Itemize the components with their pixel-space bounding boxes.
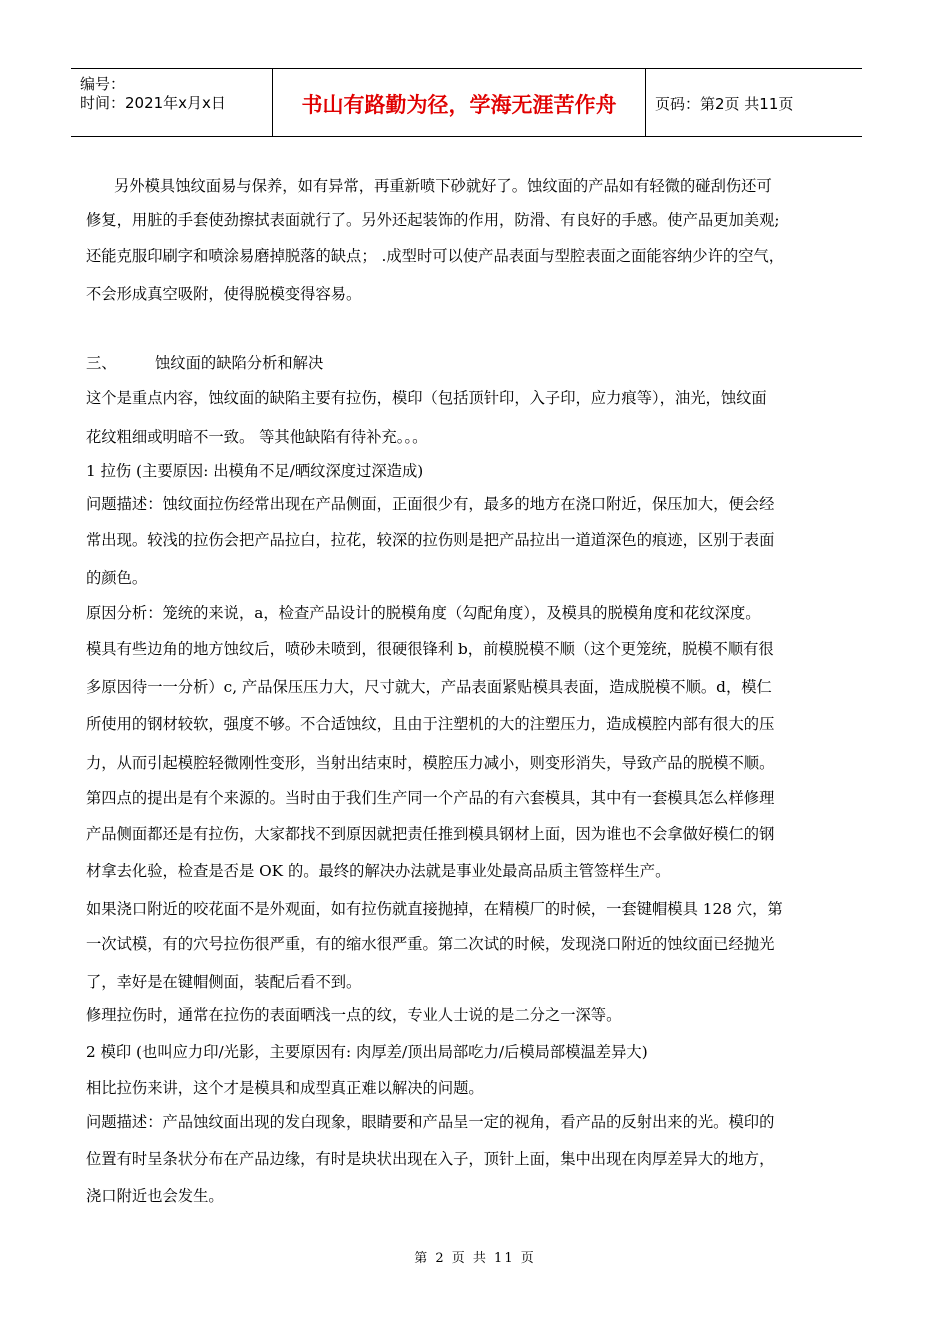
paragraph-line: 常出现。较浅的拉伤会把产品拉白，拉花，较深的拉伤则是把产品拉出一道道深色的痕迹，区别于表面 bbox=[86, 531, 775, 549]
paragraph-line: 问题描述：蚀纹面拉伤经常出现在产品侧面，正面很少有，最多的地方在浇口附近，保压加大，便会经 bbox=[86, 495, 775, 513]
number-label: 编号： bbox=[80, 75, 126, 93]
paragraph-line: 如果浇口附近的咬花面不是外观面，如有拉伤就直接抛掉，在精模厂的时候，一套键帽模具 128 穴，第 bbox=[86, 900, 783, 918]
paragraph-line: 第四点的提出是有个来源的。当时由于我们生产同一个产品的有六套模具，其中有一套模具怎么样修理 bbox=[86, 789, 775, 807]
paragraph-line: 问题描述：产品蚀纹面出现的发白现象，眼睛要和产品呈一定的视角，看产品的反射出来的光。模印的 bbox=[86, 1113, 775, 1131]
paragraph-line: 修理拉伤时，通常在拉伤的表面晒浅一点的纹，专业人士说的是二分之一深等。 bbox=[86, 1006, 622, 1024]
paragraph-line: 还能克服印刷字和喷涂易磨掉脱落的缺点； .成型时可以使产品表面与型腔表面之面能容纳少许的空气， bbox=[86, 247, 785, 265]
header-page-cell bbox=[646, 69, 862, 136]
paragraph-line: 了，幸好是在键帽侧面，装配后看不到。 bbox=[86, 973, 362, 991]
paragraph-line: 材拿去化验，检查是否是 OK 的。最终的解决办法就是事业处最高品质主管签样生产。 bbox=[86, 862, 671, 880]
paragraph-line: 一次试模，有的穴号拉伤很严重，有的缩水很严重。第二次试的时候，发现浇口附近的蚀纹面已经抛光 bbox=[86, 935, 775, 953]
paragraph-line: 不会形成真空吸附，使得脱模变得容易。 bbox=[86, 285, 362, 303]
page-header bbox=[71, 68, 862, 137]
paragraph-line: 产品侧面都还是有拉伤，大家都找不到原因就把责任推到模具钢材上面，因为谁也不会拿做好模仁的钢 bbox=[86, 825, 775, 843]
subheading-mold-mark: 2 模印 (也叫应力印/光影，主要原因有: 肉厚差/顶出局部吃力/后模局部模温差异大) bbox=[86, 1043, 648, 1061]
paragraph-line: 原因分析：笼统的来说，a，检查产品设计的脱模角度（勾配角度），及模具的脱模角度和花纹深度。 bbox=[86, 604, 761, 622]
section-number: 三、 bbox=[86, 354, 117, 372]
paragraph-line: 浇口附近也会发生。 bbox=[86, 1187, 224, 1205]
paragraph-line: 位置有时呈条状分布在产品边缘，有时是块状出现在入子，顶针上面，集中出现在肉厚差异大的地方， bbox=[86, 1150, 775, 1168]
page-footer: 第 2 页 共 11 页 bbox=[414, 1251, 536, 1266]
page-label: 页码：第2页 共11页 bbox=[655, 95, 794, 113]
subheading-scratch: 1 拉伤 (主要原因: 出模角不足/晒纹深度过深造成) bbox=[86, 462, 424, 480]
header-motto-cell bbox=[273, 69, 646, 136]
paragraph-line: 相比拉伤来讲，这个才是模具和成型真正难以解决的问题。 bbox=[86, 1079, 484, 1097]
paragraph-line: 多原因待一一分析）c, 产品保压压力大，尺寸就大，产品表面紧贴模具表面，造成脱模不顺。d，模仁 bbox=[86, 678, 772, 696]
paragraph-line: 的颜色。 bbox=[86, 569, 148, 587]
time-label: 时间：2021年x月x日 bbox=[80, 94, 226, 112]
paragraph-line: 所使用的钢材较软，强度不够。不合适蚀纹，且由于注塑机的大的注塑压力，造成模腔内部有很大的压 bbox=[86, 715, 775, 733]
paragraph-line: 力，从而引起模腔轻微刚性变形，当射出结束时，模腔压力减小，则变形消失，导致产品的脱模不顺。 bbox=[86, 754, 775, 772]
paragraph-line: 另外模具蚀纹面易与保养，如有异常，再重新喷下砂就好了。蚀纹面的产品如有轻微的碰刮伤还可 bbox=[114, 177, 772, 195]
paragraph-line: 模具有些边角的地方蚀纹后，喷砂未喷到，很硬很锋利 b，前模脱模不顺（这个更笼统，脱模不顺有很 bbox=[86, 640, 774, 658]
motto: 书山有路勤为径，学海无涯苦作舟 bbox=[301, 93, 617, 117]
section-title: 蚀纹面的缺陷分析和解决 bbox=[155, 354, 324, 372]
paragraph-line: 修复，用脏的手套使劲擦拭表面就行了。另外还起装饰的作用，防滑、有良好的手感。使产品更加美观; bbox=[86, 211, 780, 229]
header-meta-cell bbox=[71, 69, 273, 136]
paragraph-line: 这个是重点内容，蚀纹面的缺陷主要有拉伤，模印（包括顶针印，入子印，应力痕等），油光，蚀纹面 bbox=[86, 389, 767, 407]
paragraph-line: 花纹粗细或明暗不一致。 等其他缺陷有待补充。。。 bbox=[86, 428, 428, 446]
